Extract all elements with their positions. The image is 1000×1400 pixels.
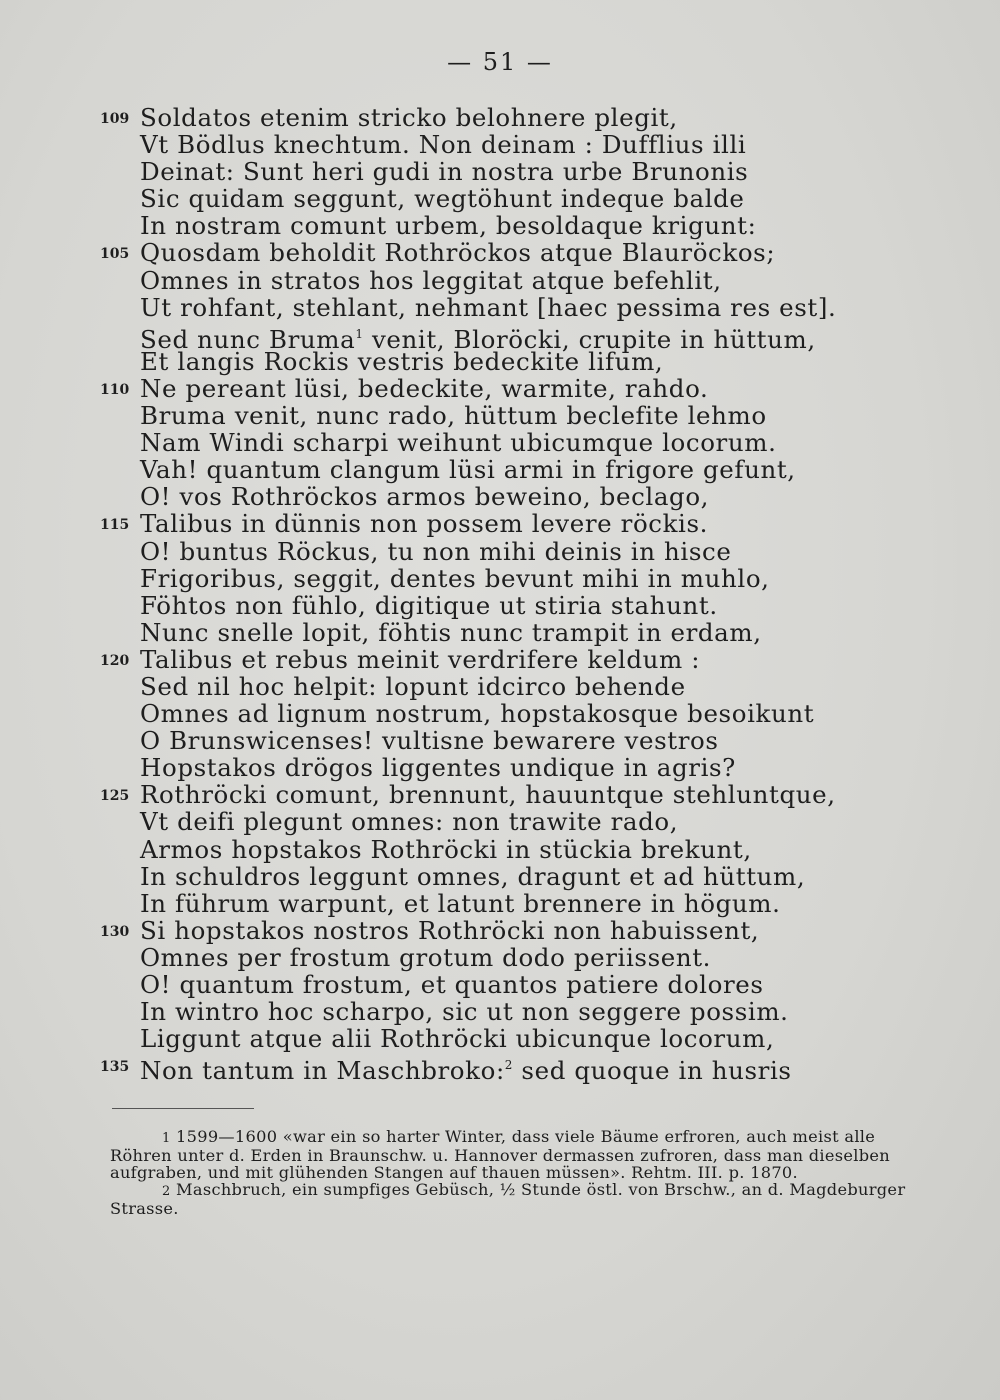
verse-line xyxy=(0,944,1000,971)
line-number: 110 xyxy=(100,381,130,398)
verse-text xyxy=(140,836,752,863)
footnote-1 xyxy=(110,1128,940,1181)
verse-text-main: In führum warpunt, et latunt brennere in högum. xyxy=(140,888,781,918)
verse-line xyxy=(0,673,1000,700)
verse-text-main: Rothröcki comunt, brennunt, hauuntque stehluntque, xyxy=(140,780,836,810)
verse-line xyxy=(0,781,1000,808)
verse-line xyxy=(0,808,1000,835)
verse-text-main: Sed nunc Bruma xyxy=(140,324,356,354)
verse-text-main: Omnes ad lignum nostrum, hopstakosque besoikunt xyxy=(140,699,815,729)
verse-text-main: Bruma venit, nunc rado, hüttum beclefite lehmo xyxy=(140,401,767,431)
verse-text xyxy=(140,781,836,808)
line-number: 135 xyxy=(100,1059,130,1076)
verse-text-main: Soldatos etenim stricko belohnere plegit, xyxy=(140,103,678,132)
line-number: 109 xyxy=(100,111,130,127)
verse-line xyxy=(0,348,1000,375)
footnote-2 xyxy=(110,1181,940,1217)
verse-text xyxy=(140,808,678,835)
verse-text xyxy=(140,429,776,456)
verse-text xyxy=(140,646,700,673)
verse-text xyxy=(140,185,745,212)
verse-text-main: Deinat: Sunt heri gudi in nostra urbe Brunonis xyxy=(140,157,749,187)
verse-text-main: Vah! quantum clangum lüsi armi in frigore gefunt, xyxy=(140,455,796,485)
verse-line xyxy=(0,890,1000,917)
verse-text-main: Et langis Rockis vestris bedeckite lifum, xyxy=(140,346,664,376)
verse-text-main: In wintro hoc scharpo, sic ut non seggere possim. xyxy=(140,997,789,1027)
verse-text-main: Ne pereant lüsi, bedeckite, warmite, rahdo. xyxy=(140,373,709,403)
line-number: 120 xyxy=(100,652,130,669)
verse-line xyxy=(0,402,1000,429)
page-number: — 51 — xyxy=(447,48,553,76)
verse-line xyxy=(0,727,1000,754)
verse-text xyxy=(140,402,767,429)
footnote-marker: 1 xyxy=(162,1131,171,1146)
verse-text xyxy=(140,456,796,483)
verse-line xyxy=(0,619,1000,646)
verse-text xyxy=(140,592,718,619)
verse-text xyxy=(140,239,775,266)
verse-text xyxy=(140,971,764,998)
verse-line xyxy=(0,565,1000,592)
verse-line xyxy=(0,104,1000,131)
verse-line xyxy=(0,538,1000,565)
footnote-marker: 2 xyxy=(162,1184,171,1199)
verse-text xyxy=(140,944,711,971)
verse-text xyxy=(140,375,708,402)
verse-text xyxy=(140,673,686,700)
verse-text xyxy=(140,267,722,294)
verse-line xyxy=(0,917,1000,944)
footnotes xyxy=(110,1128,940,1217)
line-number: 130 xyxy=(100,923,130,940)
verse-text xyxy=(140,131,746,158)
verse-line xyxy=(0,294,1000,321)
verse-text-main: Quosdam beholdit Rothröckos atque Blauröckos; xyxy=(140,238,776,268)
verse-text xyxy=(140,212,756,239)
verse-text-main: Vt deifi plegunt omnes: non trawite rado, xyxy=(140,807,679,837)
verse-text xyxy=(140,510,708,537)
verse-line xyxy=(0,1052,1000,1086)
verse-text xyxy=(140,998,789,1025)
verse-line xyxy=(0,646,1000,673)
verse-text xyxy=(140,104,678,131)
verse-text xyxy=(140,483,709,510)
verse-line xyxy=(0,158,1000,185)
verse-text-main: Talibus in dünnis non possem levere röckis. xyxy=(140,509,709,539)
verse-text-main: Frigoribus, seggit, dentes bevunt mihi in muhlo, xyxy=(140,563,770,593)
verse-text xyxy=(140,619,762,646)
verse-line xyxy=(0,239,1000,266)
verse-text xyxy=(140,565,770,592)
verse-text-rest: sed quoque in husris xyxy=(513,1056,792,1086)
verse-text-main: Nunc snelle lopit, föhtis nunc trampit in erdam, xyxy=(140,617,762,647)
verse-text xyxy=(140,890,781,917)
verse-text xyxy=(140,917,759,944)
verse-line xyxy=(0,1025,1000,1052)
verse-line xyxy=(0,592,1000,619)
verse-text-main: O Brunswicenses! vultisne bewarere vestros xyxy=(140,726,719,756)
verse-line xyxy=(0,700,1000,727)
verse-text-rest: venit, Bloröcki, crupite in hüttum, xyxy=(363,324,816,354)
verse-line xyxy=(0,456,1000,483)
line-number: 125 xyxy=(100,788,130,805)
verse-text xyxy=(140,348,663,375)
verse-text-main: Ut rohfant, stehlant, nehmant [haec pessima res est]. xyxy=(140,292,837,322)
verse-text-main: Non tantum in Maschbroko: xyxy=(140,1056,505,1086)
verse-text-main: O! quantum frostum, et quantos patiere dolores xyxy=(140,970,764,999)
verse-line xyxy=(0,429,1000,456)
line-number: 115 xyxy=(100,517,130,534)
verse-text-main: Liggunt atque alii Rothröcki ubicunque locorum, xyxy=(140,1024,775,1054)
verse-text xyxy=(140,294,836,321)
verse-text-main: O! buntus Röckus, tu non mihi deinis in hisce xyxy=(140,536,732,566)
verse-text-main: O! vos Rothröckos armos beweino, beclago, xyxy=(140,482,710,512)
verse-text-main: Talibus et rebus meinit verdrifere keldum : xyxy=(140,644,701,674)
verse-text-main: Si hopstakos nostros Rothröcki non habuissent, xyxy=(140,915,760,945)
verse-text xyxy=(140,1025,774,1052)
verse-text xyxy=(140,700,814,727)
verse-text-main: Omnes in stratos hos leggitat atque befehlit, xyxy=(140,265,722,295)
verse-line xyxy=(0,321,1000,354)
verse-text xyxy=(140,1052,792,1084)
verse-line xyxy=(0,483,1000,510)
verse-line xyxy=(0,131,1000,158)
footnote-ref: 2 xyxy=(504,1058,514,1073)
verse-text-main: Föhtos non fühlo, digitique ut stiria stahunt. xyxy=(140,590,718,620)
verse-line xyxy=(0,863,1000,890)
footnote-rule xyxy=(112,1108,254,1109)
verse-text xyxy=(140,754,736,781)
verse-line xyxy=(0,754,1000,781)
verse-line xyxy=(0,267,1000,294)
verse-text xyxy=(140,158,748,185)
verse-block xyxy=(0,103,1000,1086)
verse-text-main: Nam Windi scharpi weihunt ubicumque locorum. xyxy=(140,428,777,458)
verse-text-main: Armos hopstakos Rothröcki in stückia brekunt, xyxy=(140,834,752,864)
verse-text-main: Omnes per frostum grotum dodo periissent. xyxy=(140,942,712,972)
verse-line xyxy=(0,836,1000,863)
verse-text-main: Sic quidam seggunt, wegtöhunt indeque balde xyxy=(140,184,745,214)
verse-line xyxy=(0,375,1000,402)
verse-line xyxy=(0,212,1000,239)
verse-line xyxy=(0,971,1000,998)
footnote-ref: 1 xyxy=(355,326,364,341)
verse-text xyxy=(140,727,719,754)
verse-line xyxy=(0,510,1000,537)
verse-line xyxy=(0,185,1000,212)
line-number: 105 xyxy=(100,246,130,263)
verse-text-main: Sed nil hoc helpit: lopunt idcirco behende xyxy=(140,671,686,701)
footnote-text: 1599—1600 «war ein so harter Winter, dass viele Bäume erfroren, auch meist alle Röhren unter d. Erden in Braunschw. u. Hannover dermassen zufroren, dass man dieselben aufgraben, und mit glühenden Stangen auf thauen müssen». Rehtm. III. p. 1870. xyxy=(110,1127,890,1182)
verse-text-main: Vt Bödlus knechtum. Non deinam : Dufflius illi xyxy=(140,130,747,160)
footnote-text: Maschbruch, ein sumpfiges Gebüsch, ½ Stunde östl. von Brschw., an d. Magdeburger Strasse. xyxy=(110,1180,906,1218)
verse-text-main: In schuldros leggunt omnes, dragunt et ad hüttum, xyxy=(140,861,806,891)
verse-line xyxy=(0,998,1000,1025)
verse-text xyxy=(140,863,805,890)
verse-text-main: Hopstakos drögos liggentes undique in agris? xyxy=(140,753,736,783)
verse-text-main: In nostram comunt urbem, besoldaque krigunt: xyxy=(140,211,757,241)
verse-text xyxy=(140,538,731,565)
